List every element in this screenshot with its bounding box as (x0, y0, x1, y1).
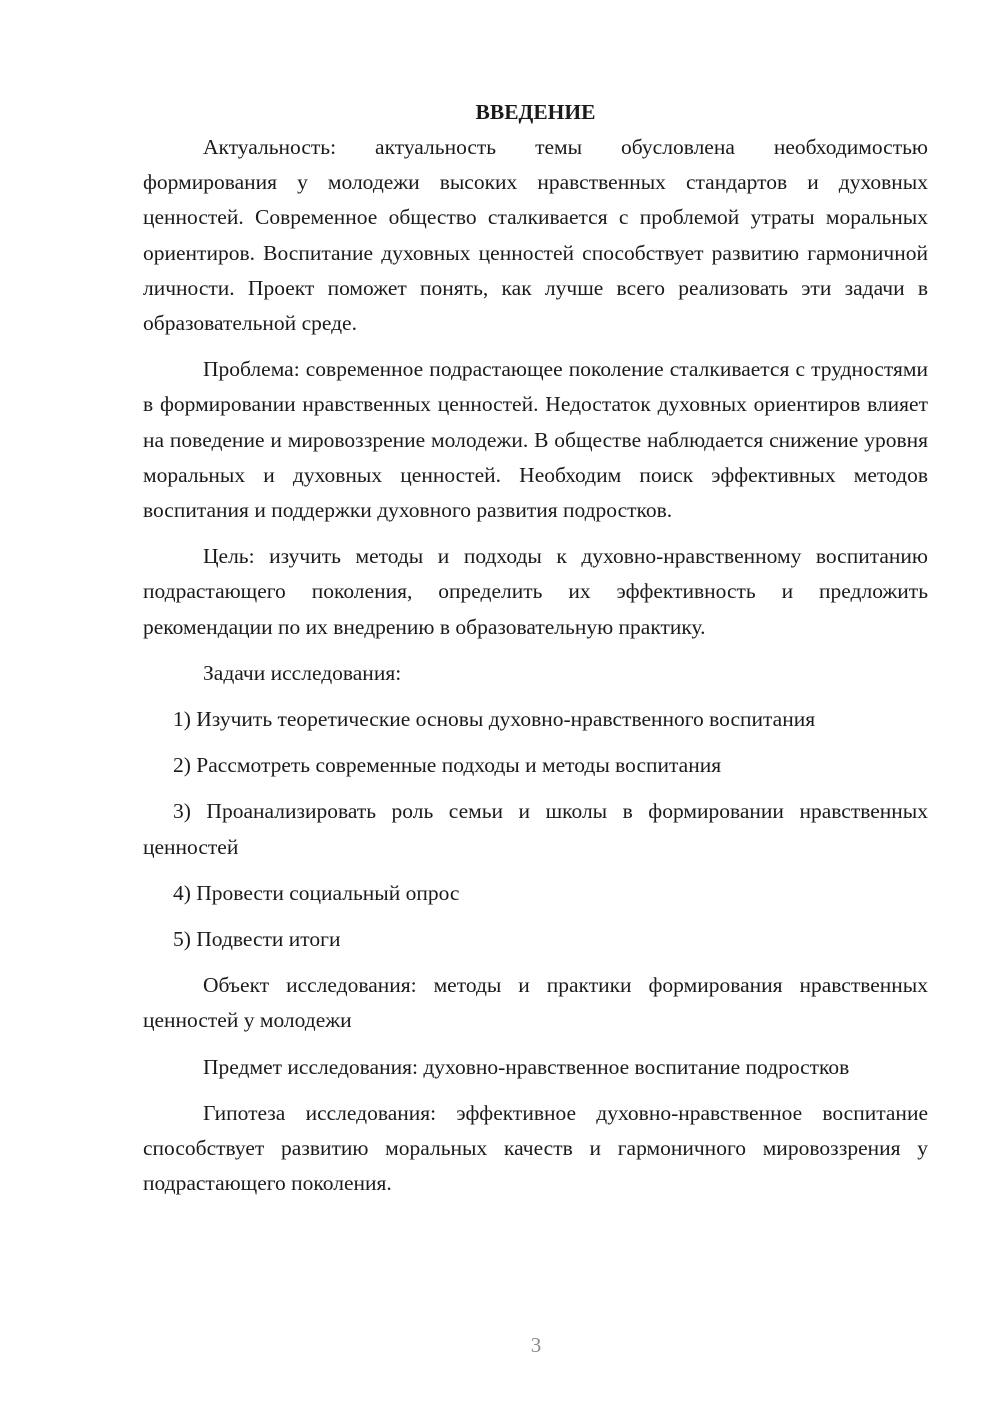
task-item: 3) Проанализировать роль семьи и школы в формировании нравственных ценностей (143, 799, 928, 859)
document-page (143, 95, 928, 1201)
hypothesis-paragraph: Гипотеза исследования: эффективное духовно-нравственное воспитание способствует развитию моральных качеств и гармоничного мировоззрения у подрастающего поколения. (143, 1100, 928, 1196)
task-item: 2) Рассмотреть современные подходы и методы воспитания (173, 753, 722, 778)
problem-paragraph: Проблема: современное подрастающее поколение сталкивается с трудностями в формировании нравственных ценностей. Недостаток духовных ориентиров влияет на поведение и мировоззрение молодежи. В обществе наблюдается снижение уровня моральных и духовных ценностей. Необходим поиск эффективных методов воспитания и поддержки духовного развития подростков. (143, 357, 928, 523)
page-number: 3 (530, 1333, 542, 1357)
subject-paragraph: Предмет исследования: духовно-нравственное воспитание подростков (203, 1054, 850, 1079)
object-paragraph: Объект исследования: методы и практики формирования нравственных ценностей у молодежи (143, 973, 928, 1033)
section-title: ВВЕДЕНИЕ (475, 100, 596, 124)
task-item: 1) Изучить теоретические основы духовно-нравственного воспитания (173, 707, 816, 732)
relevance-paragraph: Актуальность: актуальность темы обусловлена необходимостью формирования у молодежи высоких нравственных стандартов и духовных ценностей. Современное общество сталкивается с проблемой утраты моральных ориентиров. Воспитание духовных ценностей способствует развитию гармоничной личности. Проект поможет понять, как лучше всего реализовать эти задачи в образовательной среде. (143, 135, 928, 336)
tasks-heading: Задачи исследования: (203, 660, 402, 685)
task-item: 5) Подвести итоги (173, 927, 341, 952)
goal-paragraph: Цель: изучить методы и подходы к духовно-нравственному воспитанию подрастающего поколения, определить их эффективность и предложить рекомендации по их внедрению в образовательную практику. (143, 544, 928, 639)
task-item: 4) Провести социальный опрос (173, 880, 460, 905)
